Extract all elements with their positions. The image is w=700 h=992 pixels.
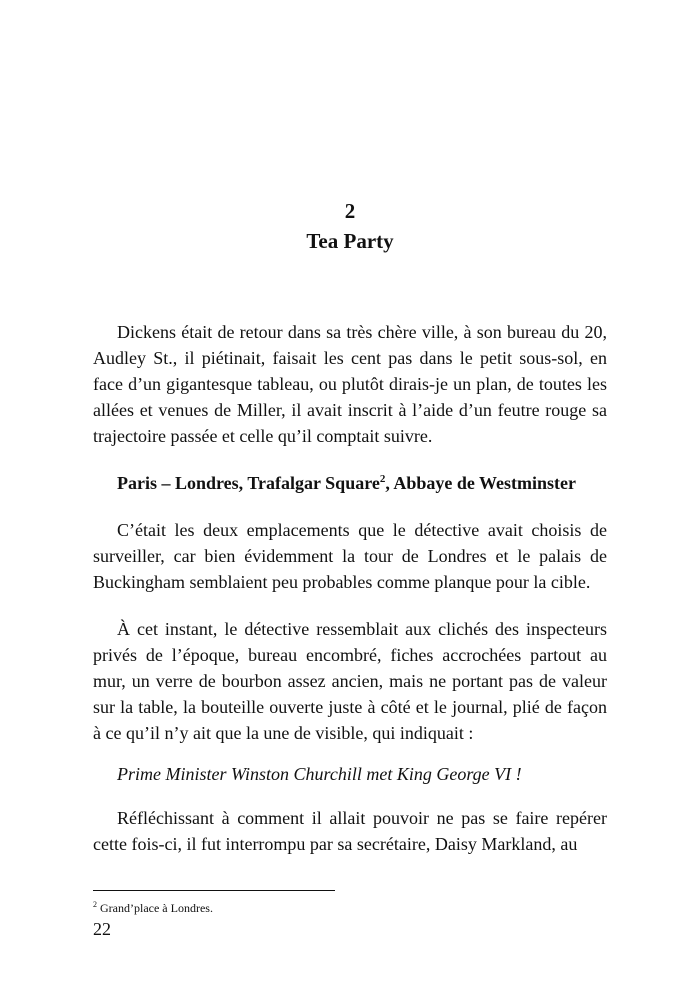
chapter-number: 2 [344, 199, 356, 223]
paragraph-3: À cet instant, le détective ressemblait aux clichés des inspecteurs privés de l’époque, bureau encombré, fiches accrochées partout au mur, un verre de bourbon assez ancien, mais ne portant pas de valeur sur la table, la bouteille ouverte juste à côté et le journal, plié de façon à ce qu’il n’y ait que la une de visible, qui indiquait : [93, 619, 607, 743]
chapter-title: Tea Party [306, 229, 394, 253]
section-subheading [93, 470, 607, 496]
newspaper-headline-quote: Prime Minister Winston Churchill met King George VI ! [117, 764, 522, 784]
subheading-text-before: Paris – Londres, Trafalgar Square [117, 473, 380, 493]
footnote [93, 900, 213, 916]
footnote-reference: 2 [379, 473, 386, 485]
footnote-text: Grand’place à Londres. [97, 901, 213, 915]
paragraph-1: Dickens était de retour dans sa très chère ville, à son bureau du 20, Audley St., il piétinait, faisait les cent pas dans le petit sous-sol, en face d’un gigantesque tableau, ou plutôt dirais-je un plan, de toutes les allées et venues de Miller, il avait inscrit à l’aide d’un feutre rouge sa trajectoire passée et celle qu’il comptait suivre. [93, 322, 607, 446]
footnote-divider [93, 890, 335, 891]
page-number: 22 [93, 919, 111, 939]
paragraph-4: Réfléchissant à comment il allait pouvoir ne pas se faire repérer cette fois-ci, il fut interrompu par sa secrétaire, Daisy Markland, au [93, 808, 607, 854]
subheading-text-after: , Abbaye de Westminster [385, 473, 577, 493]
footnote-marker: 2 [93, 900, 97, 909]
paragraph-2: C’était les deux emplacements que le détective avait choisis de surveiller, car bien évidemment la tour de Londres et le palais de Buckingham semblaient peu probables comme planque pour la cible. [93, 520, 607, 592]
